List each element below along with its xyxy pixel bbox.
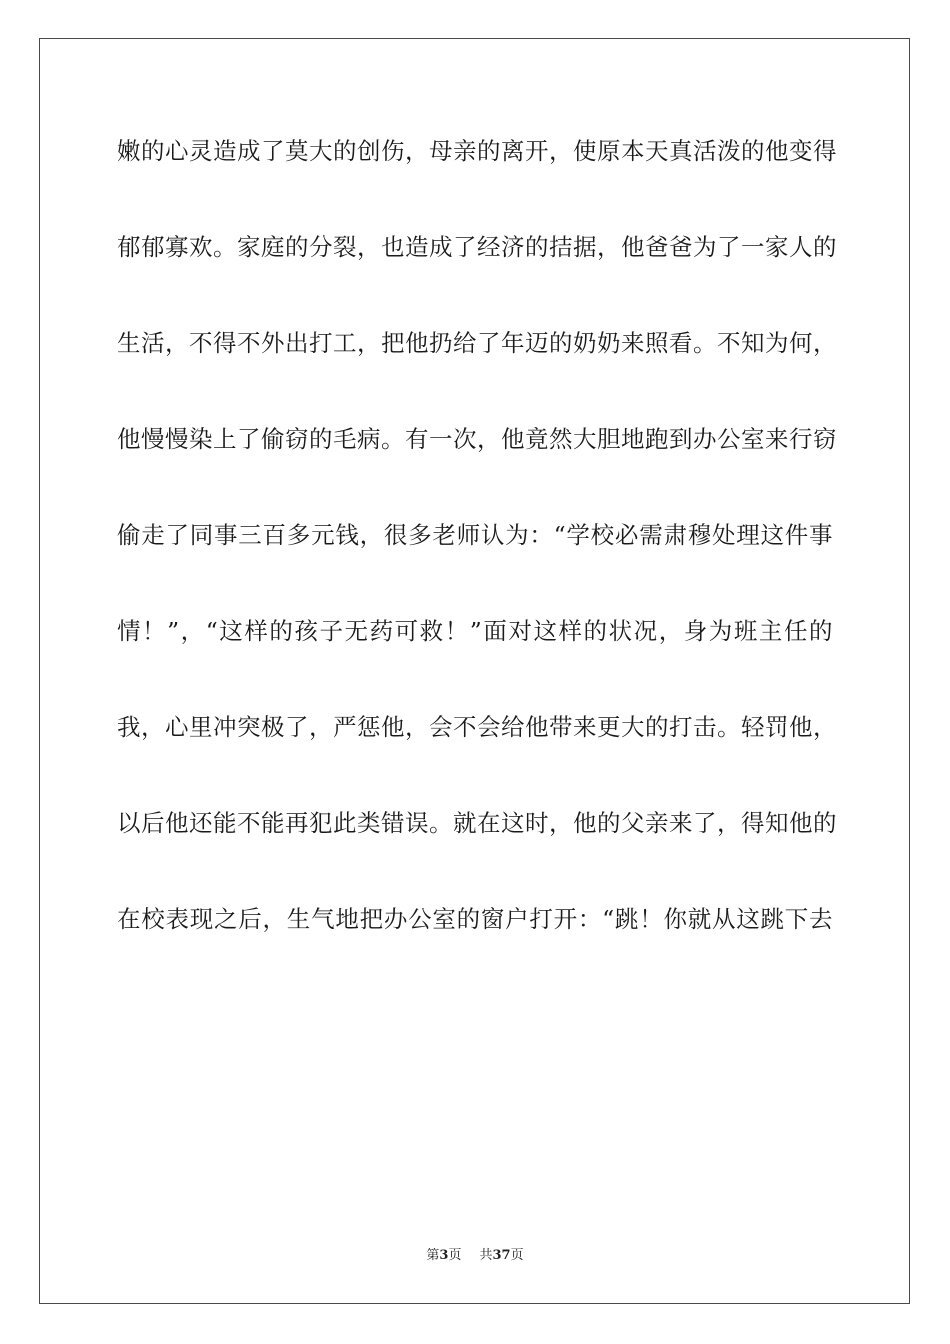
page-border bbox=[39, 38, 910, 1304]
text-line: 生活，不得不外出打工，把他扔给了年迈的奶奶来照看。不知为何， bbox=[117, 329, 837, 357]
page-prefix: 第 bbox=[426, 1248, 440, 1263]
text-line: 在校表现之后，生气地把办公室的窗户打开：“跳！你就从这跳下去 bbox=[117, 905, 833, 933]
text-line: 郁郁寡欢。家庭的分裂，也造成了经济的拮据，他爸爸为了一家人的 bbox=[117, 233, 837, 261]
text-line: 偷走了同事三百多元钱，很多老师认为：“学校必需肃穆处理这件事 bbox=[117, 521, 833, 549]
page-footer bbox=[0, 1247, 950, 1265]
text-line: 嫩的心灵造成了莫大的创伤，母亲的离开，使原本天真活泼的他变得 bbox=[117, 137, 837, 165]
text-line: 以后他还能不能再犯此类错误。就在这时，他的父亲来了，得知他的 bbox=[117, 809, 837, 837]
text-line: 我，心里冲突极了，严惩他，会不会给他带来更大的打击。轻罚他， bbox=[117, 713, 837, 741]
total-prefix: 共 bbox=[479, 1248, 493, 1263]
text-line: 他慢慢染上了偷窃的毛病。有一次，他竟然大胆地跑到办公室来行窃 bbox=[117, 425, 837, 453]
total-suffix: 页 bbox=[510, 1248, 524, 1263]
page-suffix: 页 bbox=[448, 1248, 462, 1263]
page-number: 3 bbox=[439, 1248, 449, 1263]
text-line: 情！”，“这样的孩子无药可救！”面对这样的状况，身为班主任的 bbox=[117, 617, 833, 645]
total-pages: 37 bbox=[492, 1248, 511, 1263]
